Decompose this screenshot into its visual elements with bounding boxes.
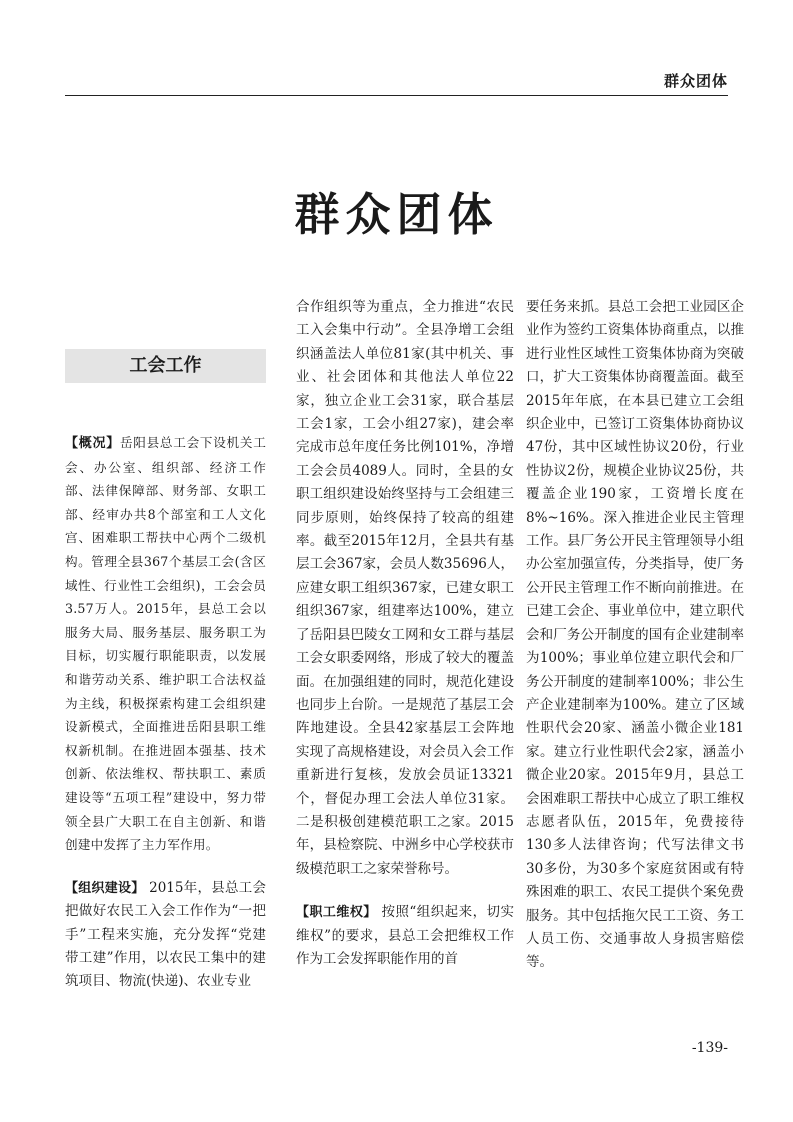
- section-heading: 工会工作: [65, 349, 266, 383]
- paragraph-gap: [296, 881, 514, 901]
- organization-text-1: 2015年，县总工会把做好农民工入会工作作为“一把手”工程来实施，充分发挥“党建带工建”作用，以农民工集中的建筑项目、物流(快递)、农业专业: [65, 879, 267, 990]
- column-3: [526, 296, 744, 975]
- header-rule: [65, 95, 728, 96]
- rights-label: 【职工维权】: [296, 905, 377, 921]
- overview-paragraph: [65, 431, 266, 857]
- rights-text-1: 按照“组织起来，切实维权”的要求，县总工会把维权工作作为工会发挥职能作用的首: [296, 904, 514, 967]
- column-2: [296, 296, 514, 971]
- organization-text-2: 合作组织等为重点，全力推进“农民工入会集中行动”。全县净增工会组织涵盖法人单位81家(其中机关、事业、社会团体和其他法人单位22家，独立企业工会31家，联合基层工会1家，工会小组27家)，建会率完成市总年度任务比例101%，净增工会会员4089人。同时，全县的女职工组织建设始终坚持与工会组建三同步原则，始终保持了较高的组建率。截至2015年12月，全县共有基层工会367家，会员人数35696人，应建女职工组织367家，已建女职工组织367家，组建率达100%，建立了岳阳县巴陵女工网和女工群与基层工会女职委网络，形成了较大的覆盖面。在加强组建的同时，规范化建设也同步上台阶。一是规范了基层工会阵地建设。全县42家基层工会阵地实现了高规格建设，对会员入会工作重新进行复核，发放会员证13321个，督促办理工会法人单位31家。二是积极创建模范职工之家。2015年，县检察院、中洲乡中心学校获市级模范职工之家荣誉称号。: [296, 299, 514, 877]
- page-number: -139-: [691, 1040, 728, 1056]
- running-header: 群众团体: [663, 72, 728, 90]
- page-title: 群众团体: [294, 188, 499, 241]
- paragraph-gap: [65, 857, 266, 877]
- organization-label: 【组织建设】: [65, 880, 145, 896]
- rights-paragraph: [296, 901, 514, 971]
- column-1: [65, 349, 266, 994]
- rights-text-2: 要任务来抓。县总工会把工业园区企业作为签约工资集体协商重点，以推进行业性区域性工资集体协商为突破口，扩大工资集体协商覆盖面。截至2015年年底，在本县已建立工会组织企业中，已签订工资集体协商协议47份，其中区域性协议20份，行业性协议2份，规模企业协议25份，共覆盖企业190家，工资增长度在8%~16%。深入推进企业民主管理工作。县厂务公开民主管理领导小组办公室加强宣传，分类指导，使厂务公开民主管理工作不断向前推进。在已建工会企、事业单位中，建立职代会和厂务公开制度的国有企业建制率为100%；事业单位建立职代会和厂务公开制度的建制率100%；非公生产企业建制率为100%。建立了区域性职代会20家、涵盖小微企业181家。建立行业性职代会2家，涵盖小微企业20家。2015年9月，县总工会困难职工帮扶中心成立了职工维权志愿者队伍，2015年，免费接待130多人法律咨询；代写法律文书30多份，为30多个家庭贫困或有特殊困难的职工、农民工提供个案免费服务。其中包括拖欠民工工资、务工人员工伤、交通事故人身损害赔偿等。: [526, 299, 744, 971]
- overview-label: 【概况】: [65, 436, 120, 451]
- overview-text: 岳阳县总工会下设机关工会、办公室、组织部、经济工作部、法律保障部、财务部、女职工部、经审办共8个部室和工人文化宫、困难职工帮扶中心两个二级机构。管理全县367个基层工会(含区域性、行业性工会组织)，工会会员3.57万人。2015年，县总工会以服务大局、服务基层、服务职工为目标，切实履行职能职责，以发展和谐劳动关系、维护职工合法权益为主线，积极探索构建工会组织建设新模式，全面推进岳阳县职工维权新机制。在推进固本强基、技术创新、依法维权、帮扶职工、素质建设等“五项工程”建设中，努力带领全县广大职工在自主创新、和谐创建中发挥了主力军作用。: [65, 435, 266, 853]
- organization-paragraph: [65, 877, 266, 994]
